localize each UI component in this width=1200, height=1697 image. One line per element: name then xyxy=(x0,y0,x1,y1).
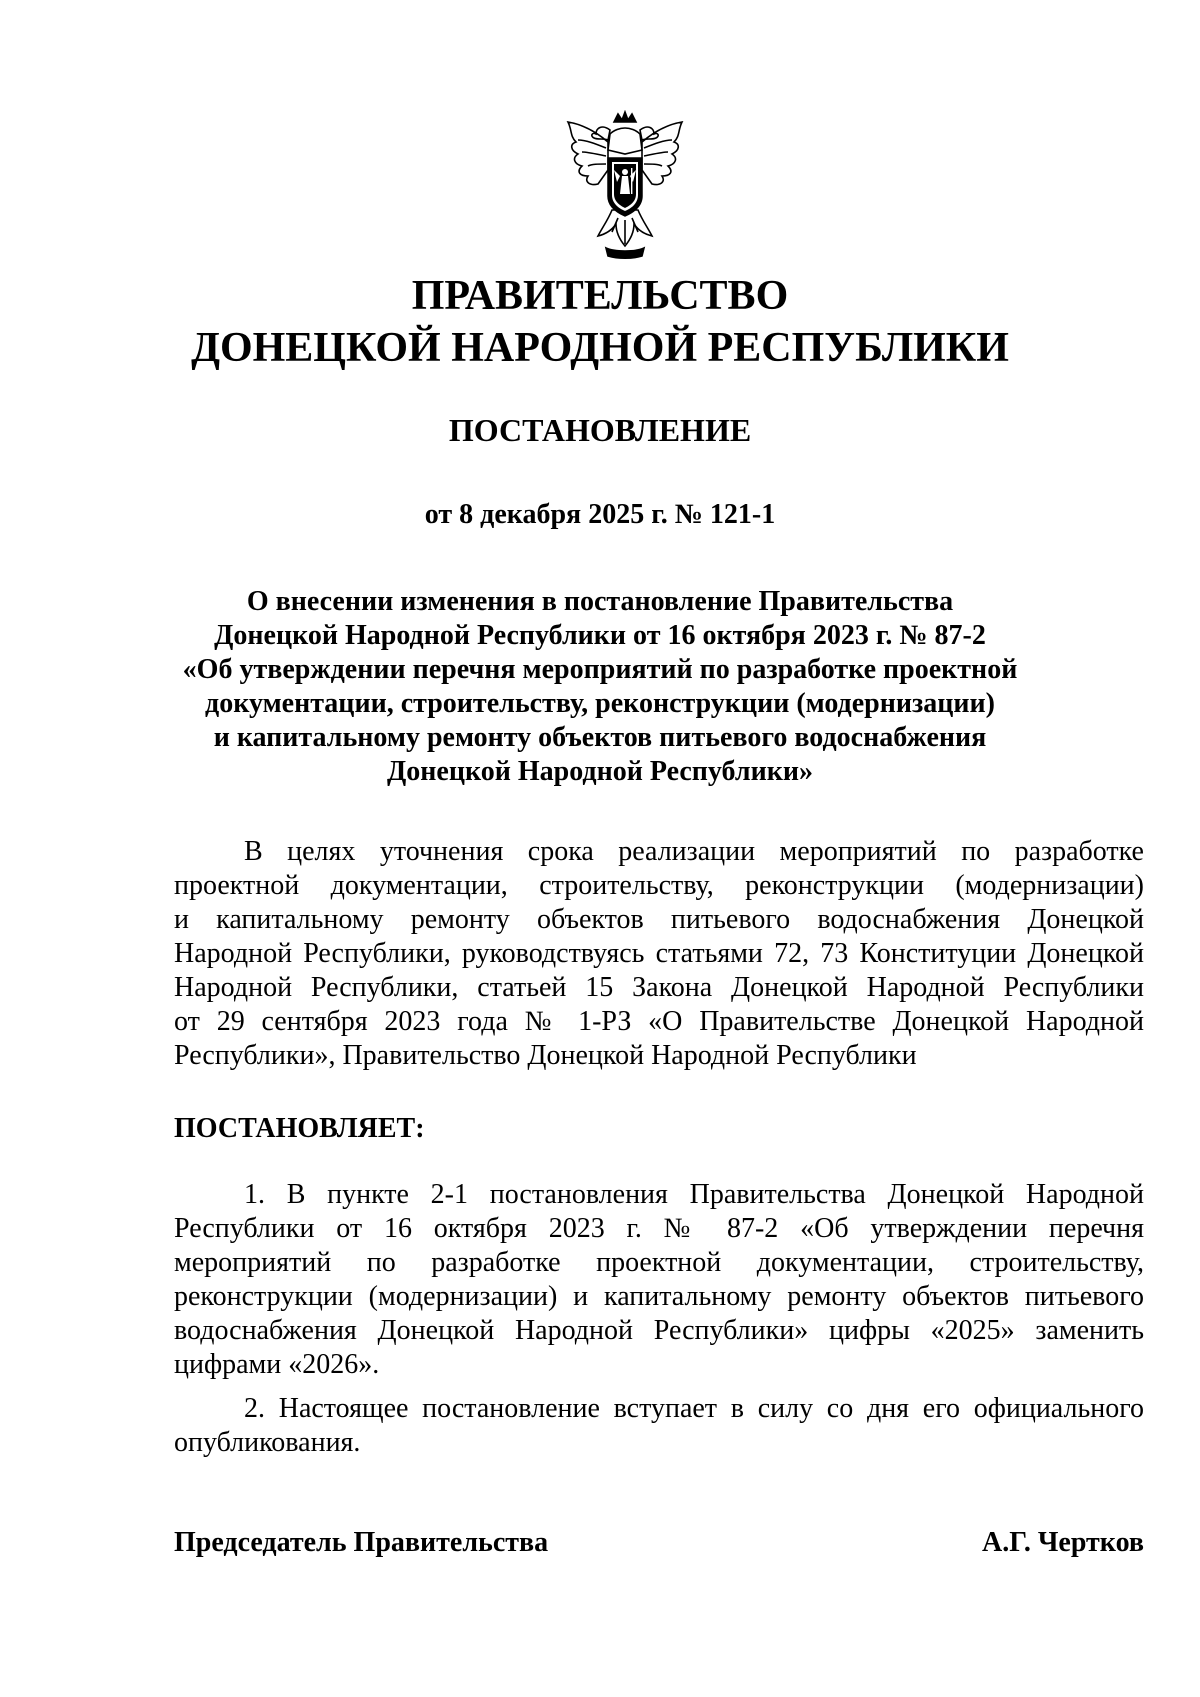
item-2-line: 2. Настоящее постановление вступает в силу со дня его официального xyxy=(244,1393,1144,1424)
item-2-line: опубликования. xyxy=(174,1427,361,1458)
preamble-line: и капитальному ремонту объектов питьевого водоснабжения Донецкой xyxy=(174,904,1144,935)
item-1-line: реконструкции (модернизации) и капитальному ремонту объектов питьевого xyxy=(174,1281,1144,1312)
item-1-line: водоснабжения Донецкой Народной Республики» цифры «2025» заменить xyxy=(174,1315,1144,1346)
signatory-position: Председатель Правительства xyxy=(174,1527,549,1558)
item-1-paragraph xyxy=(174,1178,1144,1382)
preamble-line: проектной документации, строительству, реконструкции (модернизации) xyxy=(174,870,1144,901)
decree-date: от 8 декабря 2025 г. № 121-1 xyxy=(424,499,776,530)
subject-line: «Об утверждении перечня мероприятий по разработке проектной xyxy=(182,654,1018,685)
preamble-line: от 29 сентября 2023 года № 1-РЗ «О Правительстве Донецкой Народной xyxy=(174,1006,1144,1037)
subject-line: и капитальному ремонту объектов питьевого водоснабжения xyxy=(213,722,987,753)
item-1-line: 1. В пункте 2-1 постановления Правительства Донецкой Народной xyxy=(244,1179,1144,1210)
preamble-line: В целях уточнения срока реализации мероприятий по разработке xyxy=(244,836,1144,867)
coat-of-arms-icon xyxy=(562,110,688,260)
subject-line: О внесении изменения в постановление Правительства xyxy=(246,586,954,617)
preamble-line: Республики», Правительство Донецкой Народной Республики xyxy=(174,1040,917,1071)
signatory-name: А.Г. Чертков xyxy=(982,1527,1144,1558)
item-1-line: цифрами «2026». xyxy=(174,1349,380,1380)
subject-line: Донецкой Народной Республики от 16 октября 2023 г. № 87-2 xyxy=(214,620,986,651)
subject-line: документации, строительству, реконструкции (модернизации) xyxy=(205,688,995,719)
resolves-heading: ПОСТАНОВЛЯЕТ: xyxy=(174,1113,425,1144)
government-title-line2: ДОНЕЦКОЙ НАРОДНОЙ РЕСПУБЛИКИ xyxy=(191,325,1009,371)
preamble-paragraph xyxy=(174,835,1144,1073)
government-title-line1: ПРАВИТЕЛЬСТВО xyxy=(411,273,789,319)
item-1-line: Республики от 16 октября 2023 г. № 87-2 «Об утверждении перечня xyxy=(174,1213,1144,1244)
item-1-line: мероприятий по разработке проектной документации, строительству, xyxy=(174,1247,1144,1278)
item-2-paragraph xyxy=(174,1392,1144,1460)
decree-label: ПОСТАНОВЛЕНИЕ xyxy=(448,412,752,448)
preamble-line: Народной Республики, руководствуясь статьями 72, 73 Конституции Донецкой xyxy=(174,938,1144,969)
preamble-line: Народной Республики, статьей 15 Закона Донецкой Народной Республики xyxy=(174,972,1144,1003)
subject-line: Донецкой Народной Республики» xyxy=(387,756,813,787)
